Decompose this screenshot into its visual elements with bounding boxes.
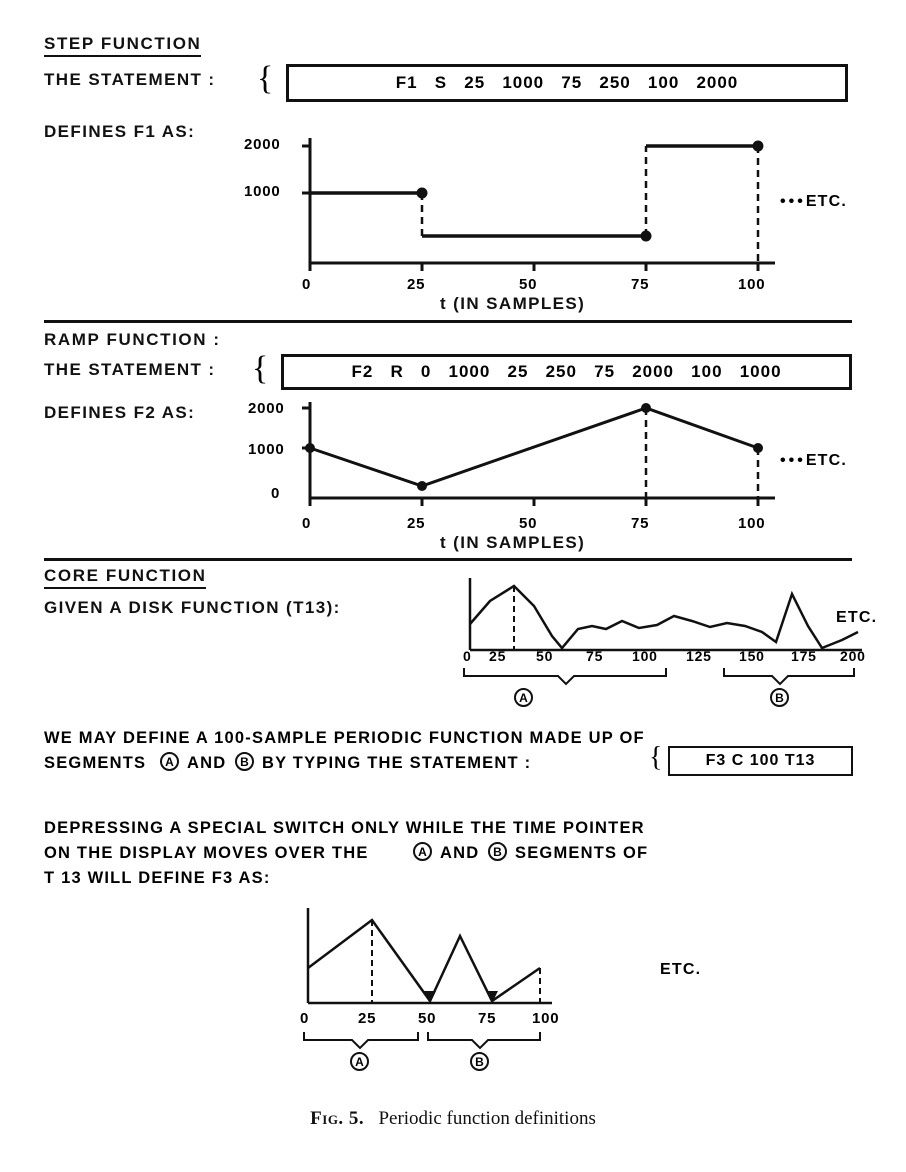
f3-xtick-100: 100 [532, 1010, 560, 1027]
disk-xtick-200: 200 [840, 648, 866, 664]
ramp-brace: { [252, 350, 269, 387]
step-xtick-100: 100 [738, 276, 766, 293]
f3-xtick-25: 25 [358, 1010, 377, 1027]
step-brace: { [257, 60, 274, 97]
ramp-xtick-25: 25 [407, 515, 426, 532]
segment-b-badge-text2: B [488, 842, 507, 861]
step-xtick-75: 75 [631, 276, 650, 293]
step-defines-label: DEFINES F1 AS: [44, 122, 196, 141]
core-given-label: GIVEN A DISK FUNCTION (T13): [44, 598, 341, 617]
ramp-statement-box[interactable] [281, 354, 852, 390]
paragraph-2-line-1: DEPRESSING A SPECIAL SWITCH ONLY WHILE THE TIME POINTER [44, 819, 645, 837]
ramp-etc: •••ETC. [780, 452, 848, 469]
disk-xtick-125: 125 [686, 648, 712, 664]
f3-function-plot [300, 908, 630, 1013]
disk-function-plot [462, 578, 892, 658]
disk-xtick-25: 25 [489, 648, 507, 664]
ramp-xtick-75: 75 [631, 515, 650, 532]
ramp-statement-label: THE STATEMENT : [44, 360, 216, 379]
ramp-function-title: RAMP FUNCTION : [44, 330, 221, 349]
paragraph-1-line-2-suffix: BY TYPING THE STATEMENT : [262, 754, 532, 772]
core-function-title: CORE FUNCTION [44, 566, 206, 589]
core-statement-value: F3 C 100 T13 [705, 752, 816, 769]
divider-2 [44, 558, 852, 561]
f3-etc: ETC. [660, 961, 702, 978]
ramp-ytick-1000: 1000 [248, 441, 285, 458]
segment-a-badge-text2: A [413, 842, 432, 861]
step-axis-label: t (IN SAMPLES) [440, 294, 586, 313]
figure-number: Fig. 5. [310, 1108, 365, 1129]
step-function-plot [300, 138, 840, 298]
step-statement-label: THE STATEMENT : [44, 70, 216, 89]
step-ytick-2000: 2000 [244, 136, 281, 153]
step-xtick-50: 50 [519, 276, 538, 293]
segment-a-badge-f3: A [350, 1052, 369, 1071]
step-statement-box[interactable] [286, 64, 848, 102]
core-brace: { [649, 742, 663, 773]
figure-caption [0, 1108, 906, 1130]
ramp-defines-label: DEFINES F2 AS: [44, 403, 196, 422]
ramp-axis-label: t (IN SAMPLES) [440, 533, 586, 552]
paragraph-1-line-1: WE MAY DEFINE A 100-SAMPLE PERIODIC FUNCTION MADE UP OF [44, 729, 645, 747]
step-function-title: STEP FUNCTION [44, 34, 201, 57]
disk-xtick-175: 175 [791, 648, 817, 664]
disk-segment-braces [462, 666, 892, 688]
divider-1 [44, 320, 852, 323]
f3-segment-braces [300, 1030, 580, 1052]
ramp-xtick-100: 100 [738, 515, 766, 532]
disk-xtick-75: 75 [586, 648, 604, 664]
disk-xtick-0: 0 [463, 648, 472, 664]
f3-xtick-0: 0 [300, 1010, 310, 1027]
segment-b-badge-f3: B [470, 1052, 489, 1071]
ramp-statement-value: F2 R 0 1000 25 250 75 2000 100 1000 [351, 362, 782, 381]
paragraph-1-line-2-and: AND [187, 754, 227, 772]
paragraph-2-line-2-suffix: SEGMENTS OF [515, 844, 649, 862]
step-ytick-1000: 1000 [244, 183, 281, 200]
ramp-ytick-0: 0 [271, 485, 281, 502]
ramp-xtick-0: 0 [302, 515, 312, 532]
disk-etc: ETC. [836, 609, 878, 626]
paragraph-2-line-2-prefix: ON THE DISPLAY MOVES OVER THE [44, 844, 369, 862]
ramp-xtick-50: 50 [519, 515, 538, 532]
segment-b-badge-disk: B [770, 688, 789, 707]
core-statement-box[interactable] [668, 746, 853, 776]
figure-caption-text: Periodic function definitions [378, 1108, 596, 1129]
segment-b-badge-text1: B [235, 752, 254, 771]
segment-a-badge-text1: A [160, 752, 179, 771]
step-etc: •••ETC. [780, 193, 848, 210]
step-statement-value: F1 S 25 1000 75 250 100 2000 [395, 73, 739, 92]
f3-xtick-75: 75 [478, 1010, 497, 1027]
disk-xtick-150: 150 [739, 648, 765, 664]
step-xtick-25: 25 [407, 276, 426, 293]
paragraph-2-line-3: T 13 WILL DEFINE F3 AS: [44, 869, 271, 887]
disk-xtick-50: 50 [536, 648, 554, 664]
ramp-ytick-2000: 2000 [248, 400, 285, 417]
paragraph-1-line-2-prefix: SEGMENTS [44, 754, 147, 772]
f3-xtick-50: 50 [418, 1010, 437, 1027]
segment-a-badge-disk: A [514, 688, 533, 707]
paragraph-2-line-2-and: AND [440, 844, 480, 862]
step-xtick-0: 0 [302, 276, 312, 293]
disk-xtick-100: 100 [632, 648, 658, 664]
